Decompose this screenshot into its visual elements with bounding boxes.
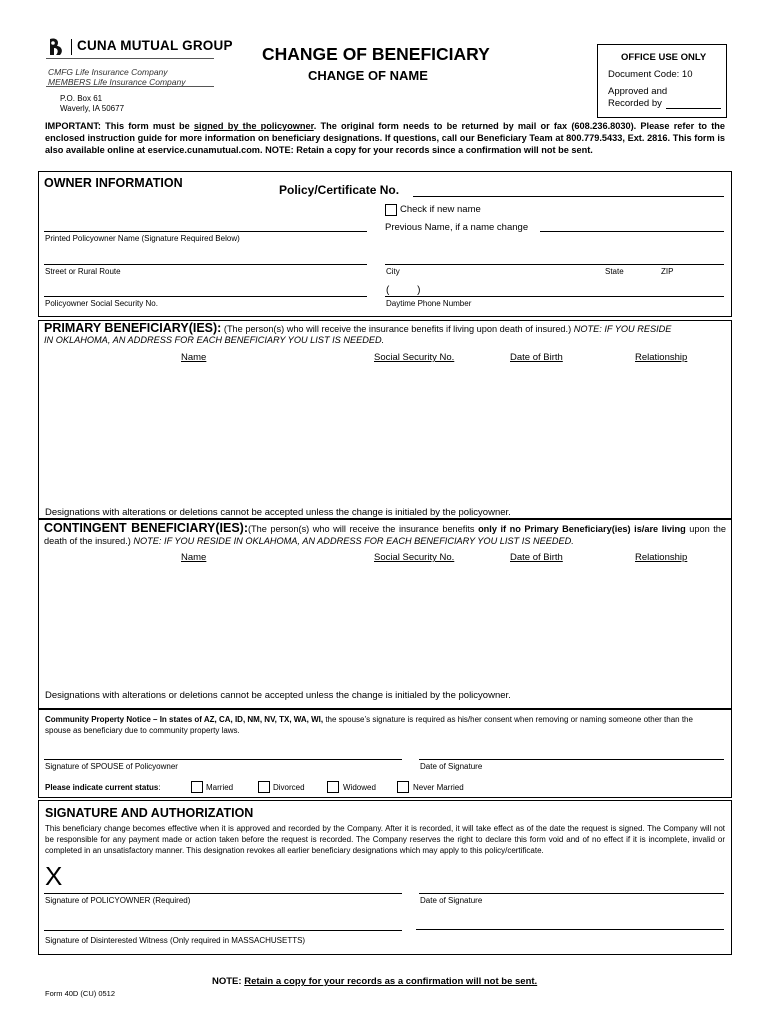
ssn-field[interactable] (44, 296, 367, 297)
contingent-beneficiary-title: CONTINGENT BENEFICIARY(IES): (44, 521, 248, 535)
recorded-by-label: Recorded by (608, 98, 662, 109)
signature-section-title: SIGNATURE AND AUTHORIZATION (45, 806, 254, 820)
primary-beneficiary-entry-area[interactable] (44, 367, 726, 497)
city-label: City (386, 267, 400, 276)
recorded-by-field[interactable] (666, 108, 721, 109)
new-name-checkbox[interactable] (385, 204, 397, 216)
never-married-checkbox[interactable] (397, 781, 409, 793)
spouse-date-label: Date of Signature (420, 762, 483, 771)
owner-information-section (38, 171, 732, 317)
spouse-signature-field[interactable] (44, 759, 402, 760)
cuna-logo-icon (46, 37, 68, 57)
form-title: CHANGE OF BENEFICIARY (262, 44, 490, 64)
office-use-title: OFFICE USE ONLY (621, 52, 707, 63)
contingent-alterations-note: Designations with alterations or deletions cannot be accepted unless the change is initialed by the policyowner. (45, 690, 511, 701)
widowed-label: Widowed (343, 783, 376, 792)
printed-name-field[interactable] (44, 231, 367, 232)
divorced-label: Divorced (273, 783, 305, 792)
contingent-col-name: Name (181, 552, 207, 563)
primary-beneficiary-desc: (The person(s) who will receive the insurance benefits if living upon death of insured.) (223, 324, 574, 334)
office-use-box (597, 44, 727, 118)
company-logo (46, 37, 233, 89)
policyowner-signature-label: Signature of POLICYOWNER (Required) (45, 896, 191, 905)
signature-x-mark: X (45, 861, 63, 891)
witness-signature-label: Signature of Disinterested Witness (Only required in MASSACHUSETTS) (45, 936, 306, 945)
contingent-beneficiary-section (38, 518, 732, 709)
primary-col-dob: Date of Birth (510, 352, 563, 363)
street-label: Street or Rural Route (45, 267, 121, 276)
spouse-signature-label: Signature of SPOUSE of Policyowner (45, 762, 178, 771)
previous-name-label: Previous Name, if a name change (385, 222, 529, 233)
primary-col-relationship: Relationship (635, 352, 688, 363)
contingent-beneficiary-entry-area[interactable] (44, 567, 726, 685)
policy-number-label: Policy/Certificate No. (279, 183, 400, 197)
logo-subtitle-2: MEMBERS Life Insurance Company (48, 77, 186, 87)
contingent-oklahoma-note: NOTE: IF YOU RESIDE IN OKLAHOMA, AN ADDRESS FOR EACH BENEFICIARY YOU LIST IS NEEDED. (133, 536, 574, 546)
community-property-section (38, 709, 732, 798)
contingent-col-relationship: Relationship (635, 552, 688, 563)
previous-name-field[interactable] (540, 231, 724, 232)
primary-alterations-note: Designations with alterations or deletions cannot be accepted unless the change is initialed by the policyowner. (45, 507, 511, 518)
logo-subtitle-1: CMFG Life Insurance Company (48, 67, 168, 77)
street-field[interactable] (44, 264, 367, 265)
printed-name-label: Printed Policyowner Name (Signature Required Below) (45, 234, 240, 243)
signature-authorization-text: This beneficiary change becomes effective when it is approved and recorded by the Company. After it is recorded, it will take effect as of the date the request is signed. The Company will not be responsible for any payment made or action taken before the request is recorded. The Company reserves the right to declare this form void and of no effect if it is incomplete, invalid or completed in an unsatisfactory manner. This designation revokes all earlier beneficiary designations which may apply to this policy/certificate. (45, 824, 725, 855)
primary-col-ssn: Social Security No. (374, 352, 455, 363)
witness-extra-field[interactable] (416, 929, 724, 930)
contingent-col-dob: Date of Birth (510, 552, 563, 563)
important-notice: IMPORTANT: This form must be signed by the policyowner. The original form needs to be returned by mail or fax (608.236.8030). Please refer to the enclosed instruction guide for more information on beneficiary designations. If questions, call our Beneficiary Team at 800.779.5433, Ext. 2816. This form is also available online at eservice.cunamutual.com. NOTE: Retain a copy for your records since a confirmation will not be sent. (45, 121, 725, 155)
city-state-zip-field[interactable] (385, 264, 724, 265)
policyowner-signature-field[interactable] (44, 893, 402, 894)
married-label: Married (206, 783, 234, 792)
primary-beneficiary-section (38, 320, 732, 520)
address-line-1: P.O. Box 61 (60, 94, 103, 103)
new-name-label: Check if new name (400, 204, 481, 215)
community-property-notice: Community Property Notice – In states of AZ, CA, ID, NM, NV, TX, WA, WI, the spouse’s signature is required as his/her consent when removing or naming someone other than the spouse as beneficiary due to community property laws. (45, 715, 693, 735)
policy-number-field[interactable] (413, 196, 724, 197)
zip-label: ZIP (661, 267, 674, 276)
logo-brand-text: CUNA MUTUAL GROUP (77, 38, 233, 53)
contingent-desc-bold: only if no Primary Beneficiary(ies) is/are living (478, 524, 686, 534)
married-checkbox[interactable] (191, 781, 203, 793)
widowed-checkbox[interactable] (327, 781, 339, 793)
primary-col-name: Name (181, 352, 207, 363)
contingent-col-ssn: Social Security No. (374, 552, 455, 563)
primary-beneficiary-title: PRIMARY BENEFICIARY(IES): (44, 321, 222, 335)
never-married-label: Never Married (413, 783, 464, 792)
address-line-2: Waverly, IA 50677 (60, 104, 125, 113)
footer-note: NOTE: Retain a copy for your records as a confirmation will not be sent. (212, 976, 538, 987)
phone-area-code: ( ) (386, 285, 421, 296)
policyowner-date-field[interactable] (419, 893, 724, 894)
form-code: Form 40D (CU) 0512 (45, 989, 116, 998)
document-code: Document Code: 10 (608, 69, 693, 80)
primary-oklahoma-note-2: IN OKLAHOMA, AN ADDRESS FOR EACH BENEFICIARY YOU LIST IS NEEDED. (44, 335, 385, 345)
form-subtitle: CHANGE OF NAME (308, 68, 428, 83)
signature-authorization-section (38, 800, 732, 955)
owner-information-title: OWNER INFORMATION (44, 176, 183, 190)
contingent-desc-2: upon the death of the insured.) (44, 524, 726, 546)
witness-signature-field[interactable] (44, 930, 402, 931)
phone-field[interactable] (385, 296, 724, 297)
state-label: State (605, 267, 624, 276)
ssn-label: Policyowner Social Security No. (45, 299, 158, 308)
divorced-checkbox[interactable] (258, 781, 270, 793)
approved-label: Approved and (608, 86, 668, 97)
phone-label: Daytime Phone Number (386, 299, 472, 308)
contingent-desc-1: (The person(s) who will receive the insurance benefits (248, 524, 479, 534)
primary-oklahoma-note-1: NOTE: IF YOU RESIDE (573, 324, 672, 334)
policyowner-date-label: Date of Signature (420, 896, 483, 905)
marital-status-label: Please indicate current status: (45, 783, 161, 792)
spouse-date-field[interactable] (419, 759, 724, 760)
